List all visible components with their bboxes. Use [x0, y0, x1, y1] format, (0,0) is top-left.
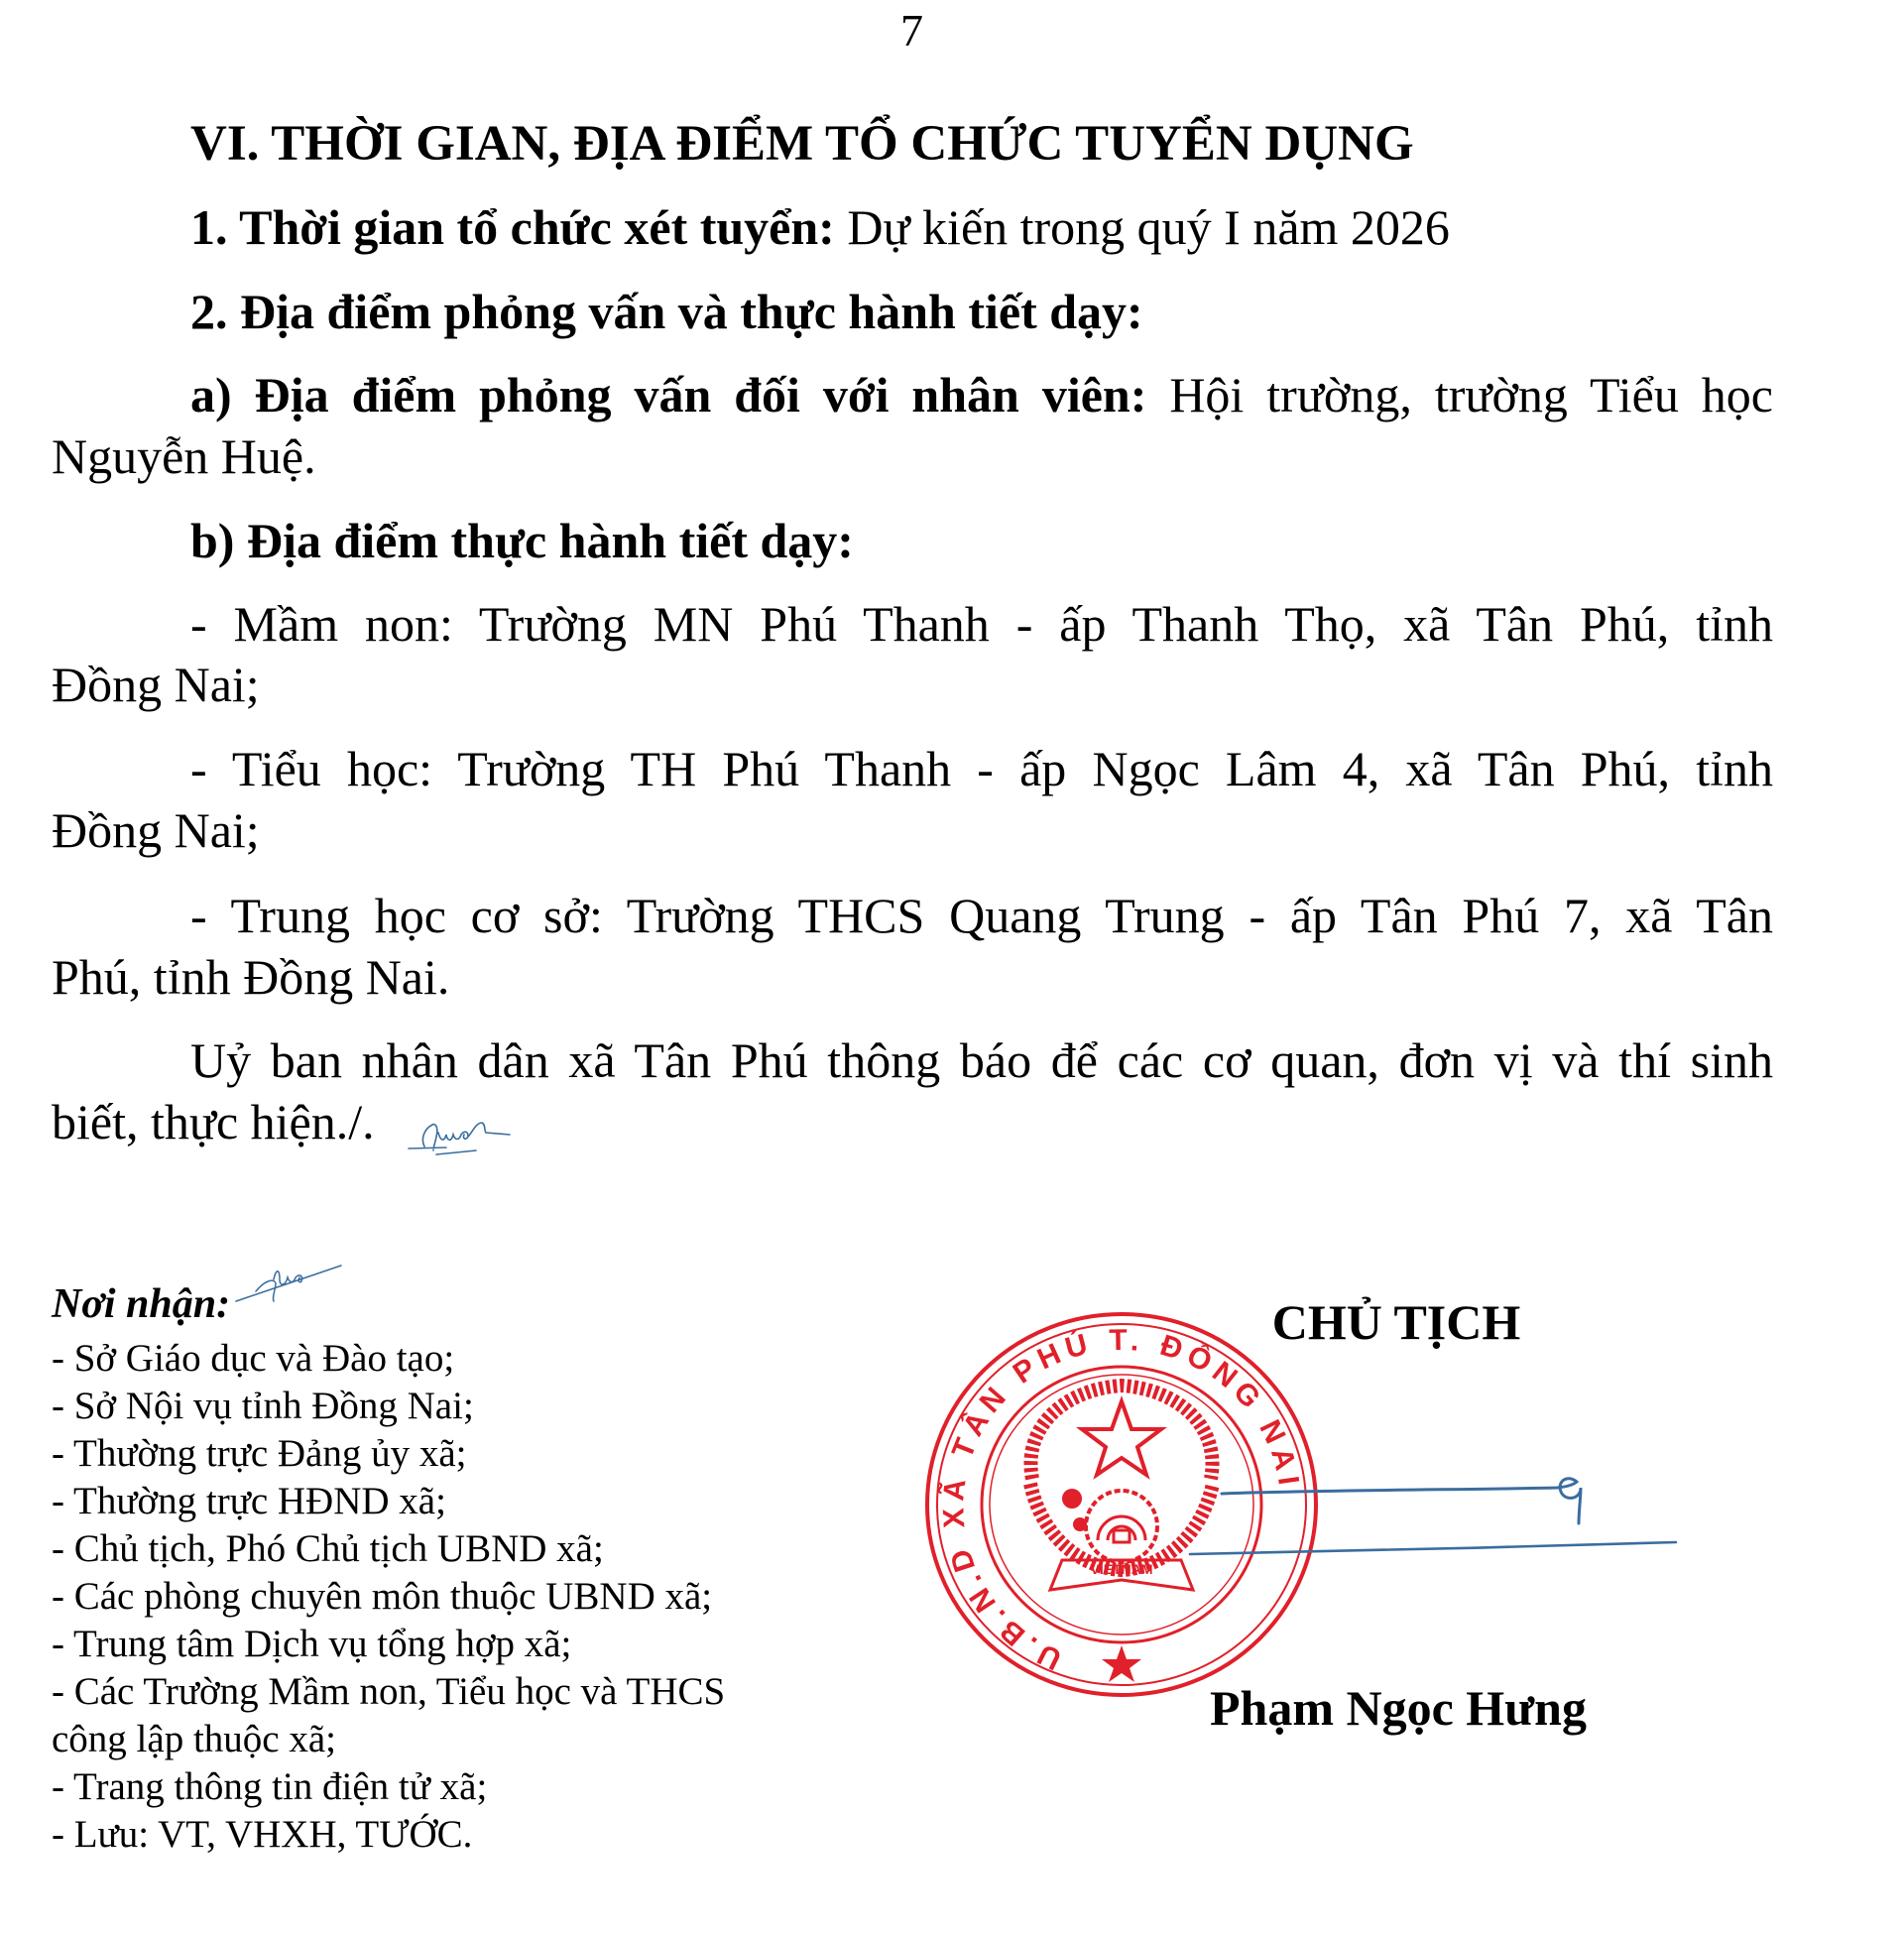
page-number: 7: [900, 5, 923, 56]
location-preschool-cont: Đồng Nai;: [52, 657, 260, 712]
location-primary-cont: Đồng Nai;: [52, 802, 260, 858]
recipient-item: - Sở Nội vụ tỉnh Đồng Nai;: [52, 1385, 474, 1427]
recipient-item: - Sở Giáo dục và Đào tạo;: [52, 1337, 455, 1380]
location-secondary: - Trung học cơ sở: Trường THCS Quang Trung - ấp Tân Phú 7, xã Tân: [190, 888, 1773, 943]
recipient-item: - Lưu: VT, VHXH, TƯỚC.: [52, 1813, 473, 1856]
closing-statement: Uỷ ban nhân dân xã Tân Phú thông báo để các cơ quan, đơn vị và thí sinh: [190, 1032, 1773, 1088]
recipient-item: - Trung tâm Dịch vụ tổng hợp xã;: [52, 1623, 572, 1665]
item-interview-label: a) Địa điểm phỏng vấn đối với nhân viên:: [190, 367, 1147, 423]
closing-statement-cont: biết, thực hiện./.: [52, 1094, 375, 1149]
seal-text: U.B.N.D XÃ TÂN PHÚ T. ĐỒNG NAI: [937, 1323, 1306, 1676]
initial-signature-icon: [407, 1111, 516, 1160]
item-time-label: 1. Thời gian tổ chức xét tuyển:: [190, 199, 835, 255]
recipients-title: Nơi nhận:: [52, 1281, 231, 1327]
recipient-item: - Thường trực Đảng ủy xã;: [52, 1432, 467, 1475]
item-interview-location: [190, 367, 1773, 423]
location-primary: - Tiểu học: Trường TH Phú Thanh - ấp Ngọc Lâm 4, xã Tân Phú, tỉnh: [190, 741, 1773, 796]
signature-icon: [1180, 1468, 1696, 1567]
initial-signature-icon: [234, 1260, 348, 1309]
signer-title: CHỦ TỊCH: [1271, 1294, 1521, 1350]
item-time-value: Dự kiến trong quý I năm 2026: [834, 199, 1450, 255]
recipient-item: - Các phòng chuyên môn thuộc UBND xã;: [52, 1575, 713, 1618]
item-interview-value-cont: Nguyễn Huệ.: [52, 428, 316, 484]
recipient-item: công lập thuộc xã;: [52, 1718, 336, 1760]
location-preschool: - Mầm non: Trường MN Phú Thanh - ấp Thanh Thọ, xã Tân Phú, tỉnh: [190, 596, 1773, 652]
item-time: [190, 199, 1450, 255]
recipient-item: - Chủ tịch, Phó Chủ tịch UBND xã;: [52, 1527, 604, 1570]
recipient-item: - Thường trực HĐND xã;: [52, 1480, 446, 1522]
signer-name: Phạm Ngọc Hưng: [1209, 1680, 1587, 1736]
recipient-item: - Các Trường Mầm non, Tiểu học và THCS: [52, 1670, 726, 1713]
item-teaching-location-heading: b) Địa điểm thực hành tiết dạy:: [190, 513, 854, 568]
item-interview-value: Hội trường, trường Tiểu học: [1146, 367, 1773, 423]
recipient-item: - Trang thông tin điện tử xã;: [52, 1765, 488, 1808]
section-heading: VI. THỜI GIAN, ĐỊA ĐIỂM TỔ CHỨC TUYỂN DỤNG: [190, 116, 1414, 172]
location-secondary-cont: Phú, tỉnh Đồng Nai.: [52, 949, 450, 1005]
seal-emblem-text: VIETNAM: [1090, 1561, 1153, 1577]
item-location-heading: 2. Địa điểm phỏng vấn và thực hành tiết dạy:: [190, 284, 1143, 339]
